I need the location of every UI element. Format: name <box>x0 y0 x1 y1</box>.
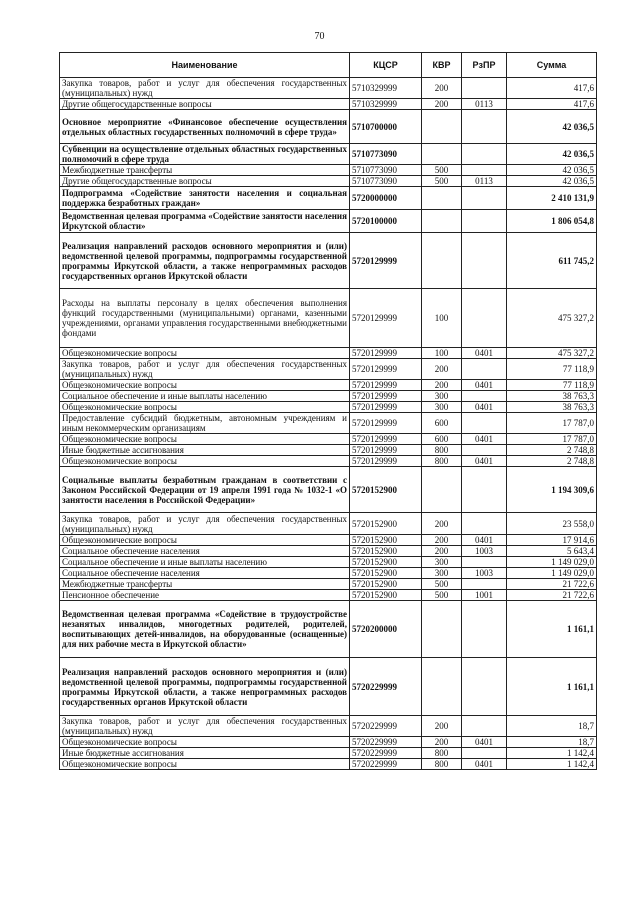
cell-kvr: 800 <box>422 445 462 456</box>
cell-sum: 1 142,4 <box>507 748 597 759</box>
cell-kvr <box>422 210 462 233</box>
cell-sum: 17 914,6 <box>507 535 597 546</box>
cell-rzpr: 0401 <box>462 402 507 413</box>
cell-rzpr <box>462 579 507 590</box>
cell-code: 5720129999 <box>350 445 422 456</box>
cell-name: Межбюджетные трансферты <box>60 165 350 176</box>
cell-name: Расходы на выплаты персоналу в целях обеспечения выполнения функций государственными (муниципальными) органами, казенными учреждениями, органами управления государственными внебюджетными фондами <box>60 289 350 348</box>
cell-name: Субвенции на осуществление отдельных областных государственных полномочий в сфере труда <box>60 144 350 165</box>
cell-name: Общеэкономические вопросы <box>60 737 350 748</box>
cell-sum: 18,7 <box>507 737 597 748</box>
cell-rzpr: 0401 <box>462 535 507 546</box>
table-row <box>60 513 597 535</box>
table-row <box>60 568 597 579</box>
cell-name: Пенсионное обеспечение <box>60 590 350 601</box>
cell-rzpr <box>462 658 507 716</box>
cell-code: 5710773090 <box>350 176 422 187</box>
cell-kvr: 200 <box>422 99 462 110</box>
table-row <box>60 748 597 759</box>
cell-kvr: 600 <box>422 434 462 445</box>
cell-kvr: 200 <box>422 380 462 391</box>
cell-code: 5720152900 <box>350 557 422 568</box>
cell-kvr: 800 <box>422 456 462 467</box>
cell-kvr <box>422 187 462 210</box>
cell-code: 5720000000 <box>350 187 422 210</box>
table-row <box>60 434 597 445</box>
cell-sum: 2 748,8 <box>507 456 597 467</box>
table-row <box>60 210 597 233</box>
table-row <box>60 716 597 737</box>
header-kvr: КВР <box>422 53 462 78</box>
cell-kvr: 500 <box>422 590 462 601</box>
cell-name: Общеэкономические вопросы <box>60 456 350 467</box>
cell-sum: 1 161,1 <box>507 658 597 716</box>
table-row <box>60 144 597 165</box>
cell-sum: 77 118,9 <box>507 380 597 391</box>
table-row <box>60 165 597 176</box>
table-body <box>60 78 597 770</box>
cell-name: Основное мероприятие «Финансовое обеспечение осуществления отдельных областных государственных полномочий в сфере труда» <box>60 110 350 144</box>
cell-kvr: 300 <box>422 391 462 402</box>
table-row <box>60 413 597 434</box>
cell-sum: 611 745,2 <box>507 233 597 289</box>
cell-sum: 1 142,4 <box>507 759 597 770</box>
cell-name: Другие общегосударственные вопросы <box>60 99 350 110</box>
cell-name: Реализация направлений расходов основного мероприятия и (или) ведомственной целевой программы, подпрограммы государственной программы Иркутской области, а также непрограммных расходов государственных органов Иркутской области <box>60 658 350 716</box>
cell-rzpr <box>462 187 507 210</box>
cell-name: Межбюджетные трансферты <box>60 579 350 590</box>
cell-sum: 77 118,9 <box>507 359 597 380</box>
table-row <box>60 737 597 748</box>
cell-sum: 417,6 <box>507 99 597 110</box>
cell-name: Общеэкономические вопросы <box>60 380 350 391</box>
cell-rzpr <box>462 78 507 99</box>
cell-kvr: 200 <box>422 535 462 546</box>
cell-code: 5710773090 <box>350 165 422 176</box>
cell-code: 5720129999 <box>350 233 422 289</box>
cell-sum: 1 161,1 <box>507 601 597 658</box>
cell-name: Социальное обеспечение и иные выплаты населению <box>60 557 350 568</box>
cell-code: 5720129999 <box>350 380 422 391</box>
table-row <box>60 456 597 467</box>
cell-rzpr: 0401 <box>462 759 507 770</box>
cell-kvr: 200 <box>422 513 462 535</box>
header-code: КЦСР <box>350 53 422 78</box>
table-row <box>60 78 597 99</box>
cell-kvr: 800 <box>422 759 462 770</box>
table-row <box>60 176 597 187</box>
table-row <box>60 590 597 601</box>
cell-sum: 42 036,5 <box>507 144 597 165</box>
header-rzpr: РзПР <box>462 53 507 78</box>
cell-rzpr <box>462 601 507 658</box>
table-row <box>60 445 597 456</box>
cell-name: Общеэкономические вопросы <box>60 759 350 770</box>
cell-code: 5720129999 <box>350 391 422 402</box>
cell-kvr: 800 <box>422 748 462 759</box>
cell-kvr: 500 <box>422 165 462 176</box>
table-row <box>60 759 597 770</box>
cell-code: 5710329999 <box>350 78 422 99</box>
cell-rzpr <box>462 233 507 289</box>
cell-kvr: 300 <box>422 557 462 568</box>
cell-name: Закупка товаров, работ и услуг для обеспечения государственных (муниципальных) нужд <box>60 78 350 99</box>
cell-kvr: 500 <box>422 579 462 590</box>
cell-kvr: 500 <box>422 176 462 187</box>
cell-sum: 5 643,4 <box>507 546 597 557</box>
table-row <box>60 546 597 557</box>
cell-rzpr <box>462 144 507 165</box>
cell-name: Реализация направлений расходов основного мероприятия и (или) ведомственной целевой программы, подпрограммы государственной программы Иркутской области, а также непрограммных расходов государственных органов Иркутской области <box>60 233 350 289</box>
cell-code: 5720229999 <box>350 658 422 716</box>
cell-kvr: 200 <box>422 737 462 748</box>
cell-sum: 1 149 029,0 <box>507 568 597 579</box>
cell-name: Иные бюджетные ассигнования <box>60 445 350 456</box>
cell-rzpr <box>462 359 507 380</box>
cell-name: Общеэкономические вопросы <box>60 348 350 359</box>
cell-code: 5720152900 <box>350 535 422 546</box>
cell-sum: 18,7 <box>507 716 597 737</box>
cell-code: 5710773090 <box>350 144 422 165</box>
cell-name: Подпрограмма «Содействие занятости населения и социальная поддержка безработных граждан» <box>60 187 350 210</box>
cell-code: 5720129999 <box>350 359 422 380</box>
cell-rzpr: 0401 <box>462 348 507 359</box>
cell-kvr <box>422 144 462 165</box>
cell-rzpr: 0113 <box>462 176 507 187</box>
cell-rzpr <box>462 110 507 144</box>
cell-code: 5720152900 <box>350 568 422 579</box>
cell-kvr: 300 <box>422 568 462 579</box>
cell-sum: 2 748,8 <box>507 445 597 456</box>
table-row <box>60 99 597 110</box>
cell-code: 5720152900 <box>350 579 422 590</box>
cell-rzpr: 1001 <box>462 590 507 601</box>
cell-rzpr <box>462 513 507 535</box>
cell-rzpr: 0113 <box>462 99 507 110</box>
table-row <box>60 391 597 402</box>
cell-name: Закупка товаров, работ и услуг для обеспечения государственных (муниципальных) нужд <box>60 513 350 535</box>
table-row <box>60 557 597 568</box>
cell-rzpr <box>462 557 507 568</box>
cell-kvr: 100 <box>422 289 462 348</box>
cell-sum: 17 787,0 <box>507 413 597 434</box>
cell-code: 5710700000 <box>350 110 422 144</box>
table-row <box>60 110 597 144</box>
cell-code: 5720229999 <box>350 748 422 759</box>
table-row <box>60 535 597 546</box>
cell-sum: 42 036,5 <box>507 176 597 187</box>
cell-code: 5710329999 <box>350 99 422 110</box>
cell-name: Предоставление субсидий бюджетным, автономным учреждениям и иным некоммерческим организациям <box>60 413 350 434</box>
cell-sum: 21 722,6 <box>507 590 597 601</box>
cell-name: Иные бюджетные ассигнования <box>60 748 350 759</box>
cell-kvr: 200 <box>422 359 462 380</box>
cell-rzpr <box>462 289 507 348</box>
cell-rzpr <box>462 210 507 233</box>
header-sum: Сумма <box>507 53 597 78</box>
table-row <box>60 187 597 210</box>
table-row <box>60 380 597 391</box>
cell-name: Общеэкономические вопросы <box>60 535 350 546</box>
cell-kvr <box>422 110 462 144</box>
cell-name: Закупка товаров, работ и услуг для обеспечения государственных (муниципальных) нужд <box>60 716 350 737</box>
cell-rzpr: 0401 <box>462 434 507 445</box>
cell-code: 5720152900 <box>350 546 422 557</box>
budget-table <box>59 52 597 770</box>
cell-code: 5720129999 <box>350 348 422 359</box>
cell-kvr <box>422 233 462 289</box>
cell-rzpr <box>462 413 507 434</box>
table-row <box>60 359 597 380</box>
cell-sum: 2 410 131,9 <box>507 187 597 210</box>
cell-name: Социальное обеспечение населения <box>60 568 350 579</box>
cell-sum: 475 327,2 <box>507 289 597 348</box>
cell-kvr: 200 <box>422 716 462 737</box>
cell-sum: 42 036,5 <box>507 165 597 176</box>
cell-kvr <box>422 467 462 513</box>
cell-rzpr: 0401 <box>462 380 507 391</box>
cell-code: 5720129999 <box>350 456 422 467</box>
cell-name: Социальные выплаты безработным гражданам в соответствии с Законом Российской Федерации от 19 апреля 1991 года № 1032-1 «О занятости населения в Российской Федерации» <box>60 467 350 513</box>
cell-kvr: 200 <box>422 546 462 557</box>
cell-rzpr <box>462 165 507 176</box>
cell-code: 5720229999 <box>350 716 422 737</box>
cell-code: 5720152900 <box>350 513 422 535</box>
cell-name: Ведомственная целевая программа «Содействие занятости населения Иркутской области» <box>60 210 350 233</box>
cell-kvr: 100 <box>422 348 462 359</box>
cell-rzpr <box>462 391 507 402</box>
table-row <box>60 402 597 413</box>
cell-name: Социальное обеспечение и иные выплаты населению <box>60 391 350 402</box>
cell-kvr: 600 <box>422 413 462 434</box>
cell-rzpr <box>462 716 507 737</box>
cell-rzpr <box>462 748 507 759</box>
cell-sum: 17 787,0 <box>507 434 597 445</box>
cell-code: 5720129999 <box>350 402 422 413</box>
cell-rzpr: 1003 <box>462 568 507 579</box>
cell-rzpr <box>462 445 507 456</box>
cell-name: Другие общегосударственные вопросы <box>60 176 350 187</box>
cell-sum: 42 036,5 <box>507 110 597 144</box>
cell-rzpr: 1003 <box>462 546 507 557</box>
table-row <box>60 467 597 513</box>
table-row <box>60 658 597 716</box>
cell-code: 5720100000 <box>350 210 422 233</box>
table-row <box>60 233 597 289</box>
cell-kvr <box>422 601 462 658</box>
cell-sum: 21 722,6 <box>507 579 597 590</box>
cell-kvr: 300 <box>422 402 462 413</box>
cell-sum: 417,6 <box>507 78 597 99</box>
cell-code: 5720152900 <box>350 467 422 513</box>
cell-code: 5720229999 <box>350 737 422 748</box>
cell-code: 5720129999 <box>350 434 422 445</box>
cell-rzpr <box>462 467 507 513</box>
table-header-row <box>60 53 597 78</box>
cell-code: 5720129999 <box>350 413 422 434</box>
table-row <box>60 601 597 658</box>
table-row <box>60 579 597 590</box>
cell-sum: 1 149 029,0 <box>507 557 597 568</box>
cell-name: Социальное обеспечение населения <box>60 546 350 557</box>
cell-name: Общеэкономические вопросы <box>60 402 350 413</box>
cell-sum: 1 806 054,8 <box>507 210 597 233</box>
cell-code: 5720152900 <box>350 590 422 601</box>
cell-sum: 38 763,3 <box>507 391 597 402</box>
table-row <box>60 289 597 348</box>
cell-code: 5720129999 <box>350 289 422 348</box>
cell-name: Закупка товаров, работ и услуг для обеспечения государственных (муниципальных) нужд <box>60 359 350 380</box>
cell-rzpr: 0401 <box>462 737 507 748</box>
header-name: Наименование <box>60 53 350 78</box>
cell-kvr: 200 <box>422 78 462 99</box>
cell-code: 5720229999 <box>350 759 422 770</box>
cell-sum: 1 194 309,6 <box>507 467 597 513</box>
cell-kvr <box>422 658 462 716</box>
cell-code: 5720200000 <box>350 601 422 658</box>
cell-name: Общеэкономические вопросы <box>60 434 350 445</box>
cell-sum: 38 763,3 <box>507 402 597 413</box>
table-row <box>60 348 597 359</box>
cell-sum: 23 558,0 <box>507 513 597 535</box>
cell-sum: 475 327,2 <box>507 348 597 359</box>
cell-name: Ведомственная целевая программа «Содействие в трудоустройстве незанятых инвалидов, многодетных родителей, родителей, воспитывающих детей-инвалидов, на оборудованные (оснащенные) для них рабочие места в Иркутской области» <box>60 601 350 658</box>
page-number: 70 <box>314 31 325 42</box>
cell-rzpr: 0401 <box>462 456 507 467</box>
